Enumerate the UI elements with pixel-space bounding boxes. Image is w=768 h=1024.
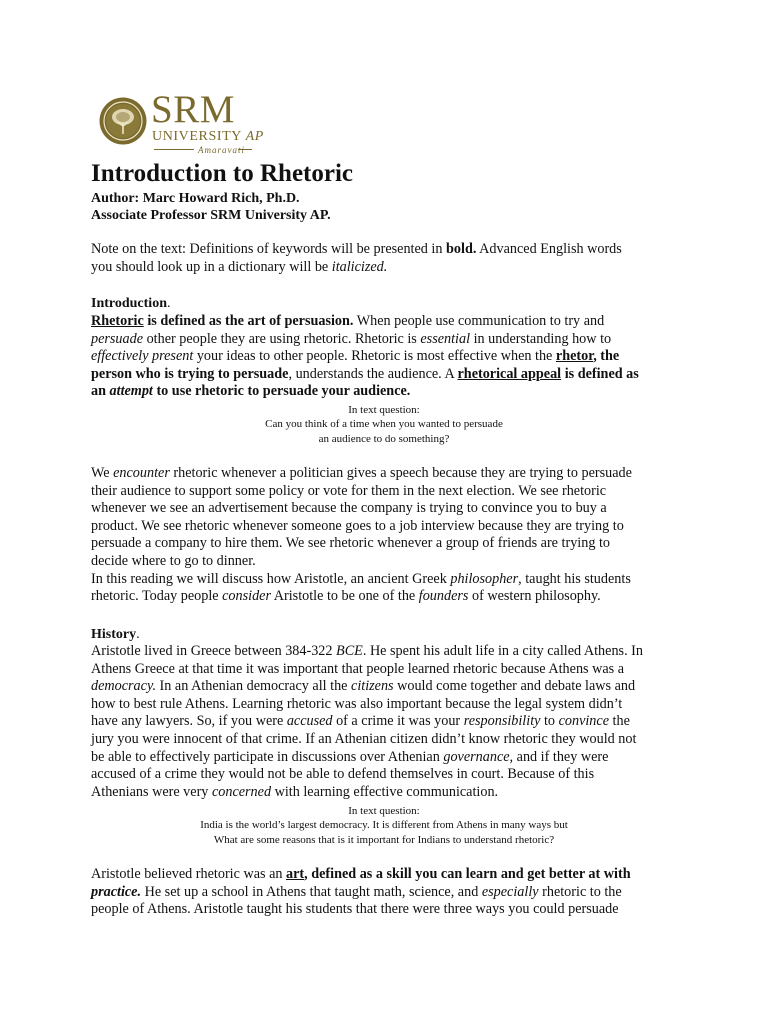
srm-university-logo	[98, 88, 278, 160]
logo-rule-left	[154, 149, 194, 150]
encounter-paragraph: We encounter rhetoric whenever a politician gives a speech because they are trying to persuade their audience to support some policy or vote for them in the next election. We see rhetoric whenever we see an advertisement because the company is trying to convince you to buy a product. We see rhetoric whenever someone goes to a job interview because they are trying to persuade a company to hire them. We see rhetoric whenever a group of friends are trying to decide where to go to dinner. In this reading we will discuss how Aristotle, an ancient Greek philosopher, taught his students rhetoric. Today people consider Aristotle to be one of the founders of western philosophy.	[91, 465, 632, 605]
in-text-question-1: In text question: Can you think of a time when you wanted to persuade an audience to do something?	[265, 404, 503, 445]
affiliation-line: Associate Professor SRM University AP.	[91, 208, 331, 223]
logo-place: Amaravati	[198, 145, 245, 155]
logo-university-line: UNIVERSITY AP	[152, 129, 264, 144]
document-title: Introduction to Rhetoric	[91, 160, 354, 187]
in-text-question-2: In text question: India is the world’s largest democracy. It is different from Athens in many ways but What are some reasons that is it important for Indians to understand rhetoric?	[200, 805, 568, 846]
art-paragraph: Aristotle believed rhetoric was an art, defined as a skill you can learn and get better at with practice. He set up a school in Athens that taught math, science, and especially rhetoric to the people of Athens. Aristotle taught his students that there were three ways you could persuade	[91, 866, 631, 918]
introduction-paragraph: Rhetoric is defined as the art of persuasion. When people use communication to try and persuade other people they are using rhetoric. Rhetoric is essential in understanding how to effectively present your ideas to other people. Rhetoric is most effective when the rhetor, the person who is trying to persuade, understands the audience. A rhetorical appeal is defined as an attempt to use rhetoric to persuade your audience.	[91, 313, 639, 400]
note-paragraph: Note on the text: Definitions of keywords will be presented in bold. Advanced English words you should look up in a dictionary will be italicized.	[91, 241, 622, 275]
logo-brand: SRM	[151, 88, 235, 131]
logo-rule-right	[238, 149, 252, 150]
introduction-heading: Introduction.	[91, 296, 171, 311]
author-line: Author: Marc Howard Rich, Ph.D.	[91, 191, 300, 206]
history-paragraph: Aristotle lived in Greece between 384-322 BCE. He spent his adult life in a city called Athens. In Athens Greece at that time it was important that people learned rhetoric because Athens was a democracy. In an Athenian democracy all the citizens would come together and debate laws and how to best rule Athens. Learning rhetoric was also important because the legal system didn’t have any lawyers. So, if you were accused of a crime it was your responsibility to convince the jury you were innocent of that crime. If an Athenian citizen didn’t know rhetoric they would not be able to effectively participate in discussions over Athenian governance, and if they were accused of a crime they would not be able to defend themselves in court. Because of this Athenians were very concerned with learning effective communication.	[91, 643, 643, 800]
history-heading: History.	[91, 627, 140, 642]
university-seal-icon	[98, 96, 148, 146]
